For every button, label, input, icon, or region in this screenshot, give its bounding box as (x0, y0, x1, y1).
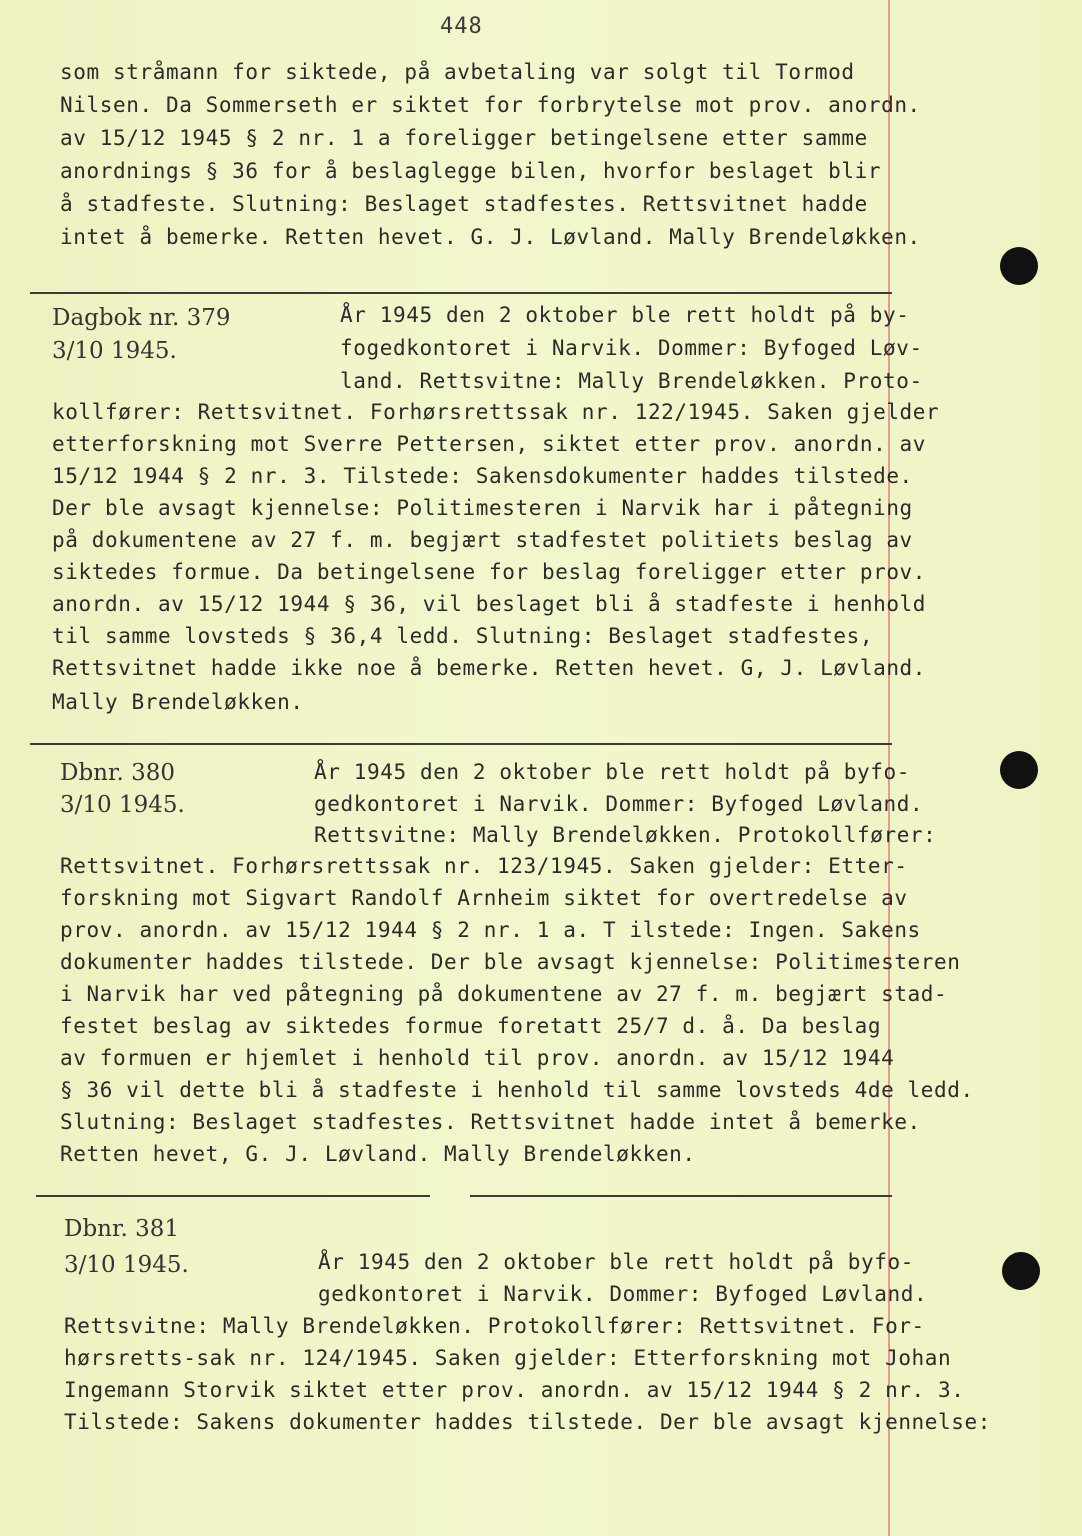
text-line: på dokumentene av 27 f. m. begjært stadfestet politiets beslag av (52, 528, 913, 552)
text-line: forskning mot Sigvart Randolf Arnheim siktet for overtredelse av (60, 886, 908, 910)
text-line: av 15/12 1945 § 2 nr. 1 a foreligger betingelsene etter samme (60, 126, 868, 150)
text-line: anordn. av 15/12 1944 § 36, vil beslaget bli å stadfeste i henhold (52, 592, 927, 616)
text-line: av formuen er hjemlet i henhold til prov. anordn. av 15/12 1944 (60, 1046, 895, 1070)
text-line: dokumenter haddes tilstede. Der ble avsagt kjennelse: Politimesteren (60, 950, 961, 974)
text-line: kollfører: Rettsvitnet. Forhørsrettssak nr. 122/1945. Saken gjelder (52, 400, 940, 424)
text-line: Tilstede: Sakens dokumenter haddes tilstede. Der ble avsagt kjennelse: (64, 1410, 992, 1434)
text-line: Retten hevet, G. J. Løvland. Mally Brendeløkken. (60, 1142, 696, 1166)
text-line: fogedkontoret i Narvik. Dommer: Byfoged Løv- (340, 336, 923, 360)
text-line: Nilsen. Da Sommerseth er siktet for forbrytelse mot prov. anordn. (60, 93, 921, 117)
text-line: etterforskning mot Sverre Pettersen, siktet etter prov. anordn. av (52, 432, 927, 456)
binder-hole (1002, 1252, 1040, 1290)
text-line: Rettsvitne: Mally Brendeløkken. Protokollfører: (314, 823, 937, 847)
entry-date: 3/10 1945. (60, 792, 185, 818)
text-line: som stråmann for siktede, på avbetaling var solgt til Tormod (60, 60, 855, 84)
page-number: 448 (440, 14, 483, 39)
text-line: anordnings § 36 for å beslaglegge bilen, hvorfor beslaget blir (60, 159, 882, 183)
entry-reference: Dagbok nr. 379 (52, 305, 231, 331)
entry-divider (30, 743, 892, 745)
entry-reference: Dbnr. 380 (60, 760, 175, 786)
text-line: å stadfeste. Slutning: Beslaget stadfestes. Rettsvitnet hadde (60, 192, 868, 216)
text-line: i Narvik har ved påtegning på dokumentene av 27 f. m. begjært stad- (60, 982, 948, 1006)
text-line: Rettsvitnet hadde ikke noe å bemerke. Retten hevet. G, J. Løvland. (52, 656, 927, 680)
text-line: 15/12 1944 § 2 nr. 3. Tilstede: Sakensdokumenter haddes tilstede. (52, 464, 913, 488)
text-line: Rettsvitne: Mally Brendeløkken. Protokollfører: Rettsvitnet. For- (64, 1314, 925, 1338)
text-line: festet beslag av siktedes formue foretatt 25/7 d. å. Da beslag (60, 1014, 882, 1038)
entry-date: 3/10 1945. (64, 1252, 189, 1278)
text-line: Ingemann Storvik siktet etter prov. anordn. av 15/12 1944 § 2 nr. 3. (64, 1378, 965, 1402)
text-line: År 1945 den 2 oktober ble rett holdt på byfo- (318, 1250, 914, 1274)
entry-date: 3/10 1945. (52, 338, 177, 364)
text-line: intet å bemerke. Retten hevet. G. J. Løvland. Mally Brendeløkken. (60, 225, 921, 249)
text-line: land. Rettsvitne: Mally Brendeløkken. Proto- (340, 369, 923, 393)
binder-hole (1000, 247, 1038, 285)
entry-divider (470, 1195, 892, 1197)
text-line: hørsretts-sak nr. 124/1945. Saken gjelder: Etterforskning mot Johan (64, 1346, 952, 1370)
text-line: Slutning: Beslaget stadfestes. Rettsvitnet hadde intet å bemerke. (60, 1110, 921, 1134)
text-line: Der ble avsagt kjennelse: Politimesteren i Narvik har i påtegning (52, 496, 913, 520)
text-line: Mally Brendeløkken. (52, 690, 304, 714)
text-line: siktedes formue. Da betingelsene for beslag foreligger etter prov. (52, 560, 927, 584)
text-line: gedkontoret i Narvik. Dommer: Byfoged Løvland. (318, 1282, 928, 1306)
text-line: prov. anordn. av 15/12 1944 § 2 nr. 1 a. T ilstede: Ingen. Sakens (60, 918, 921, 942)
text-line: År 1945 den 2 oktober ble rett holdt på byfo- (314, 760, 910, 784)
entry-divider (30, 292, 892, 294)
text-line: § 36 vil dette bli å stadfeste i henhold til samme lovsteds 4de ledd. (60, 1078, 974, 1102)
text-line: gedkontoret i Narvik. Dommer: Byfoged Løvland. (314, 792, 924, 816)
text-line: År 1945 den 2 oktober ble rett holdt på by- (340, 303, 910, 327)
binder-hole (1000, 751, 1038, 789)
text-line: til samme lovsteds § 36,4 ledd. Slutning: Beslaget stadfestes, (52, 624, 874, 648)
text-line: Rettsvitnet. Forhørsrettssak nr. 123/1945. Saken gjelder: Etter- (60, 854, 908, 878)
entry-reference: Dbnr. 381 (64, 1216, 179, 1242)
entry-divider (36, 1195, 430, 1197)
